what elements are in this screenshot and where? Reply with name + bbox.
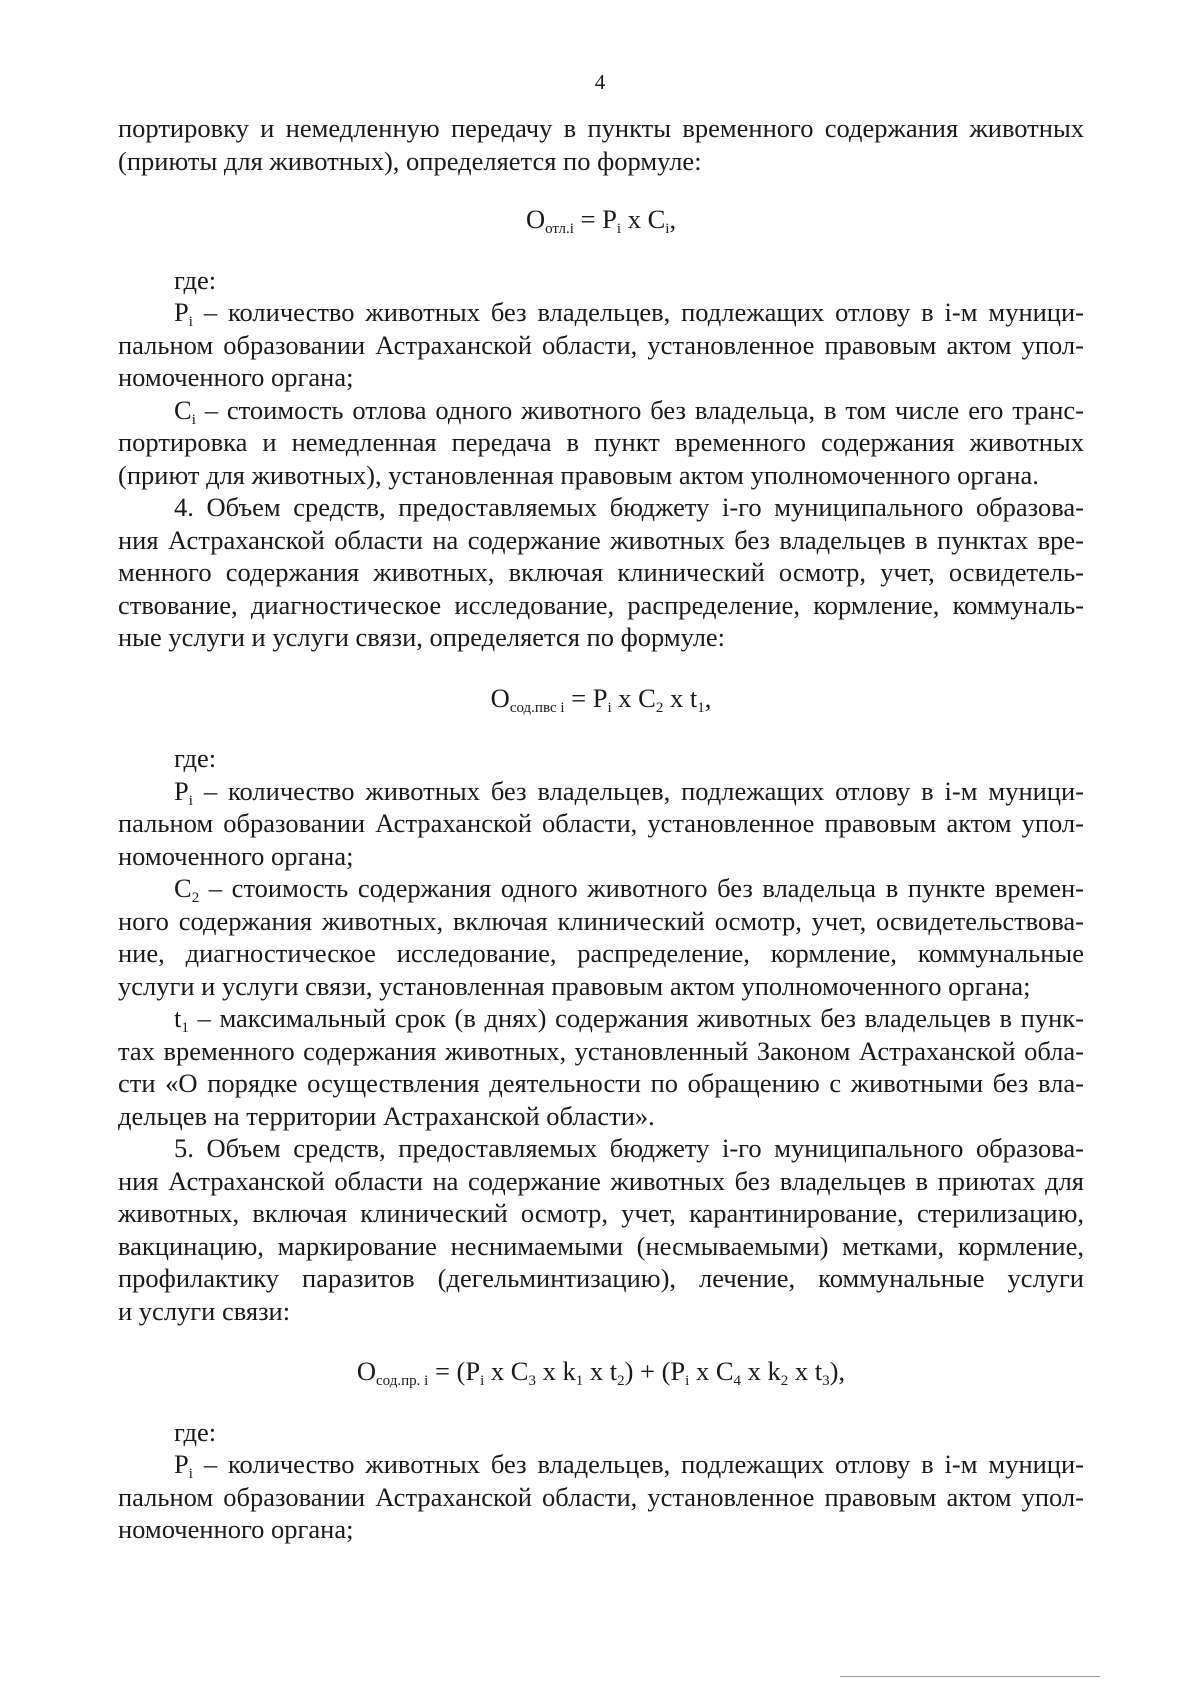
text-line: номоченного органа; <box>118 362 354 392</box>
text-line: пальном образовании Астраханской области, установленное правовым актом упол- <box>118 329 1084 360</box>
formula-shelter-cost: $О_{сод.пр. i} = (P_i$ x $C_3$ x $k_1$ x $t_2) + (P_i$ x $C_4$ x $k_2$ x $t_3$), <box>356 1356 846 1389</box>
definition-line: $C_i$ – стоимость отлова одного животного без владельца, в том числе его транс- <box>174 394 1084 428</box>
text-line: профилактику паразитов (дегельминтизацию), лечение, коммунальные услуги <box>118 1263 1084 1293</box>
definition-line: $P_i$ – количество животных без владельцев, подлежащих отлову в i-м муници- <box>174 775 1084 809</box>
where-label: где: <box>174 1416 217 1447</box>
text-line: ния Астраханской области на содержание животных без владельцев в пунктах вре- <box>118 524 1084 555</box>
text-line: тах временного содержания животных, установленный Законом Астраханской обла- <box>118 1035 1084 1066</box>
document-body <box>118 112 1084 1546</box>
text-line: ние, диагностическое исследование, распределение, кормление, коммунальные <box>118 938 1084 968</box>
formula-shelter-point-cost: $О_{сод.пвс i} = P_i$ x $C_2$ x $t_1$, <box>490 682 712 716</box>
text-line: услуги и услуги связи, установленная правовым актом уполномоченного органа; <box>118 970 1031 1001</box>
definition-line: $t_1$ – максимальный срок (в днях) содержания животных без владельцев в пунк- <box>174 1003 1084 1036</box>
paragraph-4-line: 4. Объем средств, предоставляемых бюджету i-го муниципального образова- <box>174 492 1084 522</box>
text-line: вакцинацию, маркирование неснимаемыми (несмываемыми) метками, кормление, <box>118 1230 1084 1261</box>
text-line: пальном образовании Астраханской области, установленное правовым актом упол- <box>118 1481 1084 1512</box>
text-line: ствование, диагностическое исследование, распределение, кормление, коммуналь- <box>118 589 1084 620</box>
definition-line: $C_2$ – стоимость содержания одного животного без владельца в пункте времен- <box>174 873 1084 906</box>
text-line: портировка и немедленная передача в пункт временного содержания животных <box>118 427 1084 457</box>
definition-line: $P_i$ – количество животных без владельцев, подлежащих отлову в i-м муници- <box>174 1449 1084 1482</box>
where-label: где: <box>174 743 217 773</box>
text-line: дельцев на территории Астраханской области». <box>118 1100 655 1131</box>
page-number: 4 <box>594 70 606 94</box>
page-bottom-rule <box>840 1676 1100 1677</box>
text-line: ния Астраханской области на содержание животных без владельцев в приютах для <box>118 1165 1084 1196</box>
text-line: менного содержания животных, включая клинический осмотр, учет, освидетель- <box>118 557 1084 587</box>
text-line: портировку и немедленную передачу в пункты временного содержания животных <box>118 113 1084 143</box>
text-line: (приют для животных), установленная правовым актом уполномоченного органа. <box>118 459 1039 490</box>
text-line: сти «О порядке осуществления деятельности по обращению с животными без вла- <box>118 1068 1084 1098</box>
text-line: (приюты для животных), определяется по формуле: <box>118 145 702 176</box>
definition-line: $P_i$ – количество животных без владельцев, подлежащих отлову в i-м муници- <box>174 297 1084 330</box>
text-line: пальном образовании Астраханской области, установленное правовым актом упол- <box>118 808 1084 838</box>
text-line: животных, включая клинический осмотр, учет, карантинирование, стерилизацию, <box>118 1198 1084 1228</box>
text-line: ного содержания животных, включая клинический осмотр, учет, освидетельствова- <box>118 905 1084 936</box>
text-line: номоченного органа; <box>118 1514 354 1544</box>
text-line: и услуги связи: <box>118 1295 291 1326</box>
formula-capture-cost: $О_{отл.i} = P_i$ x $C_i$, <box>525 204 677 237</box>
where-label: где: <box>174 264 217 295</box>
paragraph-5-line: 5. Объем средств, предоставляемых бюджету i-го муниципального образова- <box>174 1133 1084 1163</box>
text-line: номоченного органа; <box>118 840 354 871</box>
text-line: ные услуги и услуги связи, определяется по формуле: <box>118 622 726 652</box>
